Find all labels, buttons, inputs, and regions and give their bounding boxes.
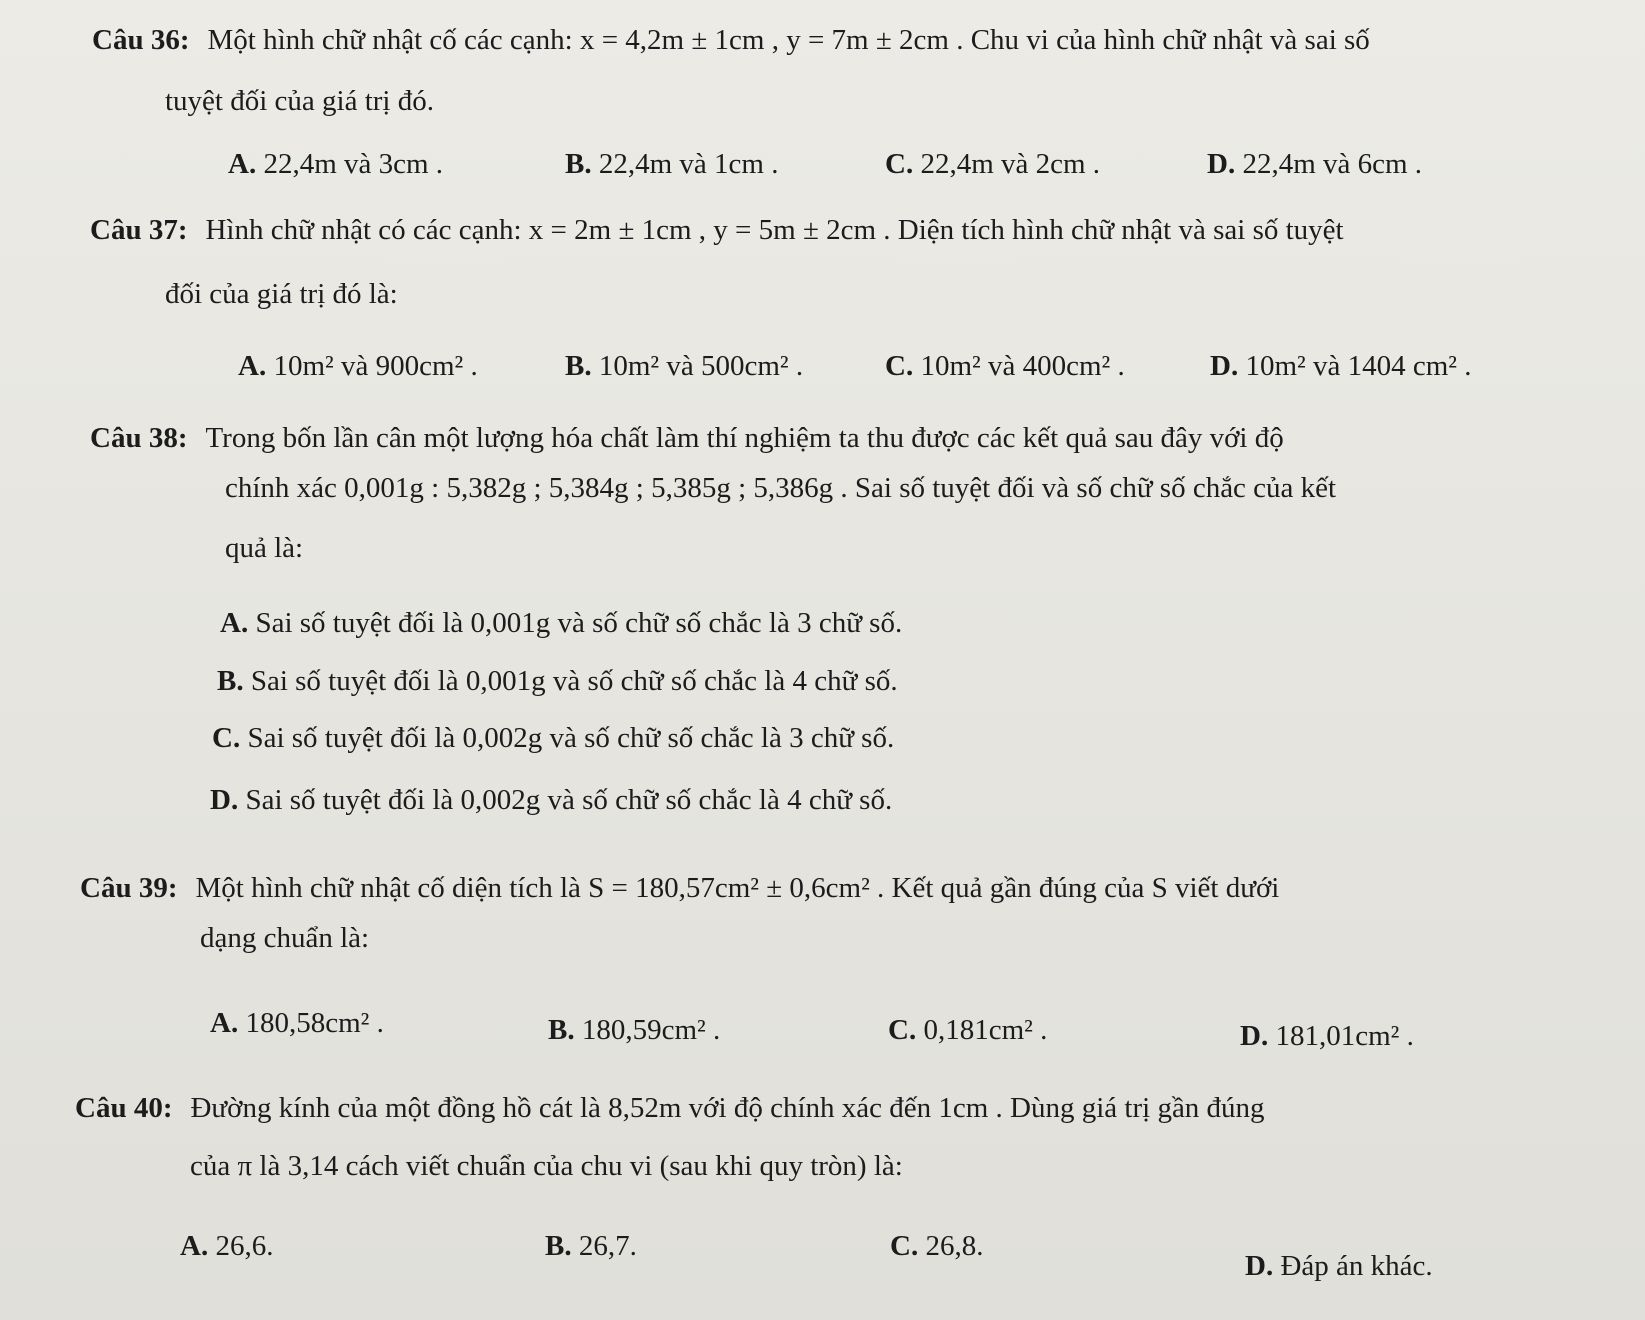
question-40-line-2: của π là 3,14 cách viết chuẩn của chu vi (sau khi quy tròn) là: [190,1150,903,1182]
question-label: Câu 39: [80,872,178,904]
question-38-line-3: quả là: [225,532,304,564]
question-37-line-2: đối của giá trị đó là: [165,278,398,310]
q36-option-d[interactable]: D. 22,4m và 6cm . [1207,148,1423,180]
q40-option-a[interactable]: A. 26,6. [180,1230,274,1262]
question-36-line-2: tuyệt đối của giá trị đó. [165,85,434,117]
q37-option-a[interactable]: A. 10m² và 900cm² . [238,350,478,382]
question-37-line-1 [90,212,1344,248]
question-text: Đường kính của một đồng hồ cát là 8,52m với độ chính xác đến 1cm . Dùng giá trị gần đúng [190,1092,1265,1124]
question-text: Một hình chữ nhật cố các cạnh: x = 4,2m ± 1cm , y = 7m ± 2cm . Chu vi của hình chữ nhật và sai số [207,24,1370,56]
q39-option-a[interactable]: A. 180,58cm² . [210,1007,384,1039]
q36-option-b[interactable]: B. 22,4m và 1cm . [565,148,779,180]
question-label: Câu 38: [90,422,188,454]
q39-option-c[interactable]: C. 0,181cm² . [888,1014,1048,1046]
q38-option-c[interactable]: C. Sai số tuyệt đối là 0,002g và số chữ số chắc là 3 chữ số. [212,722,895,754]
question-40-line-1 [75,1090,1265,1126]
question-label: Câu 40: [75,1092,173,1124]
question-text: Hình chữ nhật có các cạnh: x = 2m ± 1cm , y = 5m ± 2cm . Diện tích hình chữ nhật và sai số tuyệt [205,214,1344,246]
q36-option-a[interactable]: A. 22,4m và 3cm . [228,148,444,180]
question-text: Trong bốn lần cân một lượng hóa chất làm thí nghiệm ta thu được các kết quả sau đây với độ [205,422,1284,454]
q40-option-c[interactable]: C. 26,8. [890,1230,984,1262]
q38-option-b[interactable]: B. Sai số tuyệt đối là 0,001g và số chữ số chắc là 4 chữ số. [217,665,898,697]
question-39-line-1 [80,870,1279,906]
question-label: Câu 37: [90,214,188,246]
question-38-line-2: chính xác 0,001g : 5,382g ; 5,384g ; 5,385g ; 5,386g . Sai số tuyệt đối và số chữ số chắc của kết [225,472,1337,504]
q37-option-d[interactable]: D. 10m² và 1404 cm² . [1210,350,1472,382]
question-label: Câu 36: [92,24,190,56]
q36-option-c[interactable]: C. 22,4m và 2cm . [885,148,1101,180]
q39-option-d[interactable]: D. 181,01cm² . [1240,1020,1414,1052]
question-39-line-2: dạng chuẩn là: [200,922,370,954]
question-text: Một hình chữ nhật cố diện tích là S = 180,57cm² ± 0,6cm² . Kết quả gần đúng của S viết dưới [195,872,1280,904]
q40-option-b[interactable]: B. 26,7. [545,1230,637,1262]
question-36-line-1 [92,22,1370,58]
question-38-line-1 [90,420,1284,456]
q39-option-b[interactable]: B. 180,59cm² . [548,1014,721,1046]
q40-option-d[interactable]: D. Đáp án khác. [1245,1250,1433,1282]
q37-option-c[interactable]: C. 10m² và 400cm² . [885,350,1125,382]
q38-option-d[interactable]: D. Sai số tuyệt đối là 0,002g và số chữ số chắc là 4 chữ số. [210,784,893,816]
q38-option-a[interactable]: A. Sai số tuyệt đối là 0,001g và số chữ số chắc là 3 chữ số. [220,607,903,639]
q37-option-b[interactable]: B. 10m² và 500cm² . [565,350,804,382]
